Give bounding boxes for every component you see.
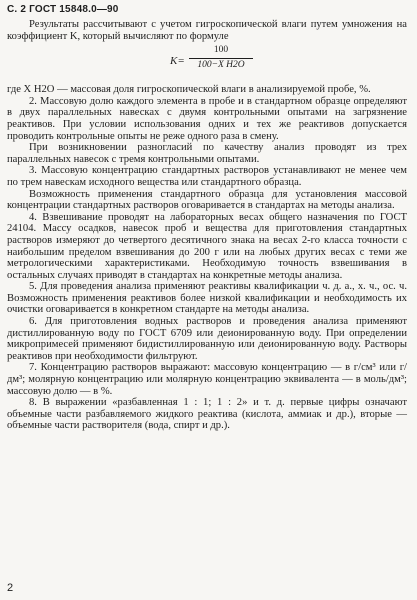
paragraph-6: 6. Для приготовления водных растворов и проведения анализа применяют дистиллированную воду по ГОСТ 6709 или деионированную воду. При определении микропримесей применяют бидистиллированную или деионированную воду. Растворы реактивов при необходимости фильтруют. xyxy=(7,316,407,362)
paragraph-4: 4. Взвешивание проводят на лабораторных весах общего назначения по ГОСТ 24104. Массу осадков, навесок проб и вещества для приготовления стандартных растворов измеряют до четвертого десятичного знака на весах 2-го класса точности с наибольшим пределом взвешивания до 200 г или на любых других весах с теми же метрологическими характеристиками. Необходимую точность взвешивания в остальных случаях приводят в стандартах на конкретные методы анализа. xyxy=(7,211,407,281)
formula-k xyxy=(7,44,407,82)
paragraph-8: 8. В выражении «разбавленная 1 : 1; 1 : 2» и т. д. первые цифры означают объемные части разбавляемого жидкого реактива (кислота, аммиак и др.), вторые — объемные части растворителя (вода, спирт и др.). xyxy=(7,397,407,432)
paragraph-where: где X H2O — массовая доля гигроскопической влаги в анализируемой пробе, %. xyxy=(7,84,371,96)
paragraph-2: 2. Массовую долю каждого элемента в пробе и в стандартном образце определяют в двух параллельных навесках с двумя контрольными опытами на загрязнение реактивов. При условии использования одних и тех же реактивов допускается проводить контрольные опыты не реже одного раза в смену. xyxy=(7,95,407,142)
document-body xyxy=(7,19,407,432)
paragraph-2b: При возникновении разногласий по качеству анализ проводят из трех параллельных навесок с тремя контрольными опытами. xyxy=(7,142,407,165)
formula-denominator: 100−X H2O xyxy=(197,59,245,70)
formula-lhs: K= xyxy=(170,55,185,68)
paragraph-3b: Возможность применения стандартного образца для установления массовой концентрации стандартных растворов оговаривается в стандартах на методы анализа. xyxy=(7,188,407,212)
page-number: 2 xyxy=(7,582,14,594)
page-header: С. 2 ГОСТ 15848.0—90 xyxy=(7,4,119,15)
paragraph-7: 7. Концентрацию растворов выражают: массовую концентрацию — в г/см³ или г/дм³; молярную концентрацию или молярную концентрацию эквивалента — в моль/дм³; массовую долю — в %. xyxy=(7,362,407,397)
paragraph-3: 3. Массовую концентрацию стандартных растворов устанавливают не менее чем по трем навескам исходного вещества или стандартного образца. xyxy=(7,165,407,188)
paragraph-5: 5. Для проведения анализа применяют реактивы квалификации ч. д. а., х. ч., ос. ч. Возможность применения реактивов более низкой квалификации и необходимость их очистки оговаривается в конкретном стандарте на методы анализа. xyxy=(7,281,407,316)
formula-numerator: 100 xyxy=(189,45,253,59)
paragraph-intro: Результаты рассчитывают с учетом гигроскопической влаги путем умножения на коэффициент K, который вычисляют по формуле xyxy=(7,19,407,42)
formula-fraction xyxy=(189,45,253,71)
